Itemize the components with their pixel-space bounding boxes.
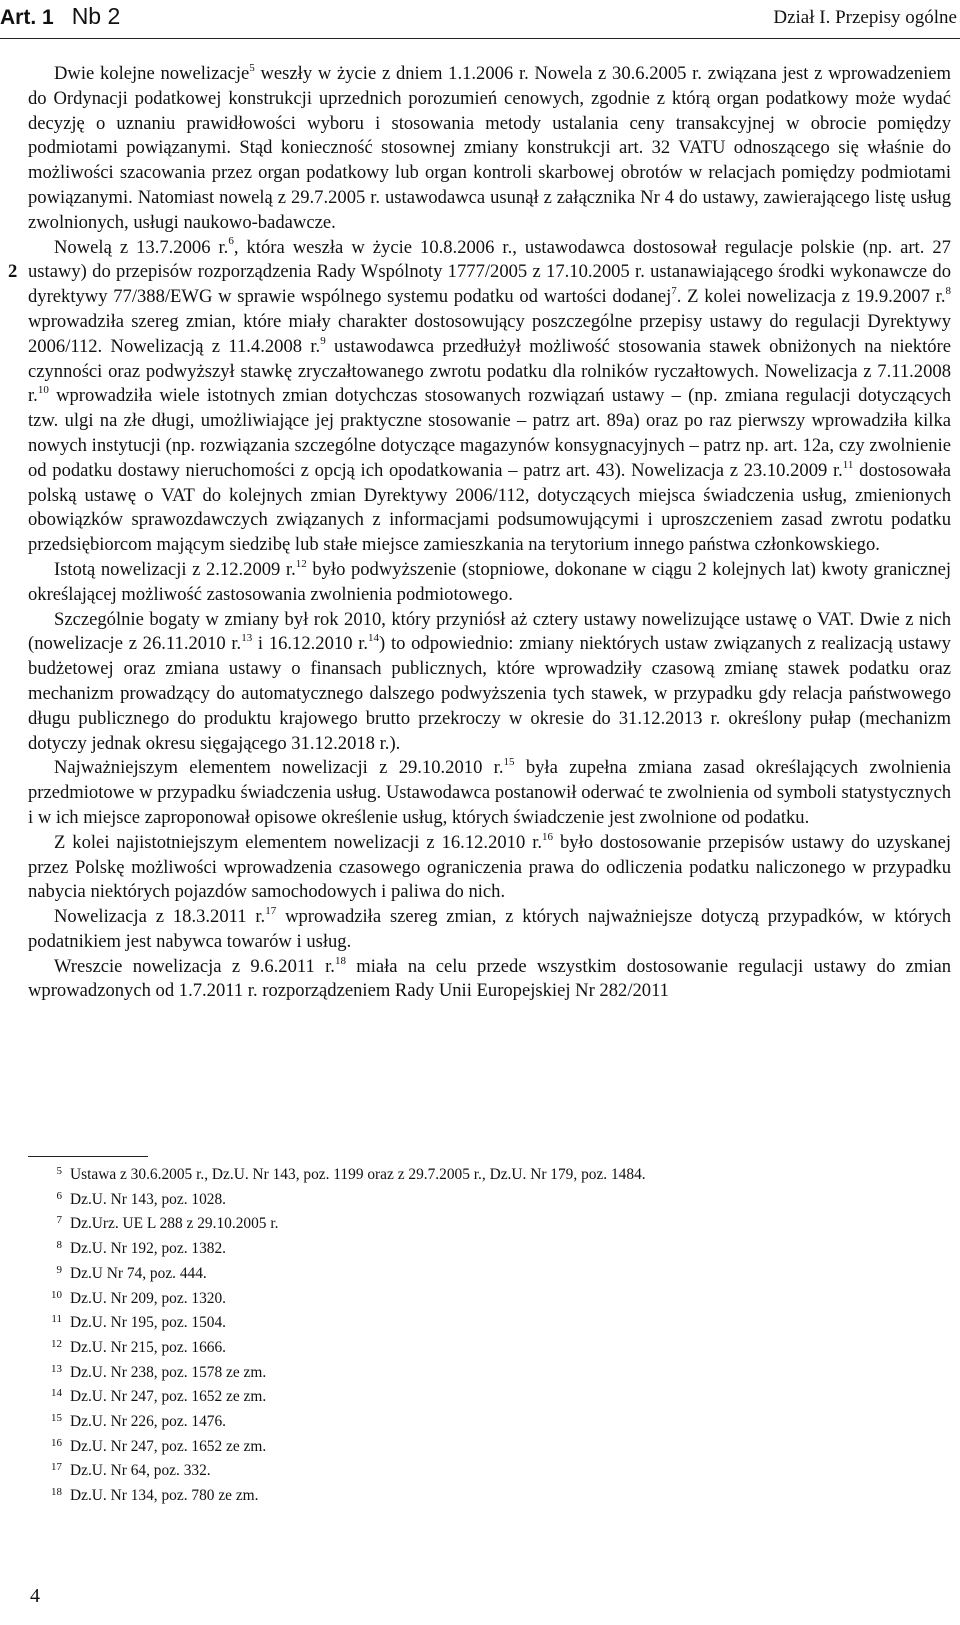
footnote-text: Dz.U. Nr 209, poz. 1320. — [70, 1289, 227, 1307]
footnote-text: Dz.U. Nr 215, poz. 1666. — [70, 1338, 227, 1356]
paragraph — [28, 236, 951, 558]
footnote-reference[interactable]: 8 — [945, 284, 951, 297]
footnote-number: 18 — [51, 1486, 62, 1499]
footnote-text: Dz.U. Nr 195, poz. 1504. — [70, 1314, 227, 1332]
paragraph-text: Szczególnie bogaty w zmiany był rok 2010, który przyniósł aż cztery ustawy nowelizujące ustawę o VAT. Dwie z nich (nowelizacje z 26.11.2010 r. — [28, 608, 951, 655]
paragraph-text: Dwie kolejne nowelizacje — [54, 63, 250, 84]
footnote — [30, 1287, 930, 1312]
paragraph-text: Nowelą z 13.7.2006 r. — [54, 236, 229, 258]
paragraph-text: i 16.12.2010 r. — [252, 633, 369, 655]
footnote-text: Dz.U. Nr 238, poz. 1578 ze zm. — [70, 1363, 267, 1381]
footnote-number: 11 — [51, 1313, 62, 1326]
footnote-reference[interactable]: 15 — [503, 756, 515, 769]
footnote-reference[interactable]: 14 — [368, 632, 380, 645]
footnote — [30, 1484, 930, 1509]
article-number: Art. 1 — [0, 6, 54, 29]
footnote-text: Ustawa z 30.6.2005 r., Dz.U. Nr 143, poz. 1199 oraz z 29.7.2005 r., Dz.U. Nr 179, poz. 1484. — [70, 1166, 646, 1183]
footnote-text: Dz.U. Nr 192, poz. 1382. — [70, 1240, 227, 1258]
footnote-reference[interactable]: 17 — [265, 904, 277, 917]
paragraph-text: Najważniejszym elementem nowelizacji z 29.10.2010 r. — [54, 757, 504, 779]
paragraph — [28, 905, 951, 955]
footnote-number: 9 — [56, 1263, 62, 1276]
footnote-text: Dz.U. Nr 247, poz. 1652 ze zm. — [70, 1388, 267, 1406]
footnote-reference[interactable]: 9 — [320, 334, 326, 347]
footnote-reference[interactable]: 5 — [249, 61, 255, 74]
footnote-number: 7 — [56, 1214, 62, 1227]
paragraph — [28, 831, 951, 905]
footnote — [30, 1163, 930, 1188]
footnote-number: 13 — [51, 1362, 62, 1375]
footnote — [30, 1237, 930, 1262]
paragraph-text: było dostosowanie przepisów ustawy do uzyskanej przez Polskę możliwości wprowadzenia czasowego ograniczenia prawa do odliczenia podatku naliczonego w przypadku nabycia niektórych pojazdów samochodowych i paliwa do nich. — [28, 831, 951, 903]
footnote-text: Dz.U. Nr 247, poz. 1652 ze zm. — [70, 1437, 267, 1455]
footnote-number: 8 — [56, 1239, 62, 1252]
footnote — [30, 1262, 930, 1287]
paragraph-text: ustawodawca przedłużył możliwość stosowania stawek obniżonych na niektóre czynności oraz podwyższył stawkę zryczałtowanego zwrotu podatku dla rolników ryczałtowych. Nowelizacja z 7.11.2008 r. — [28, 335, 951, 407]
footnote — [30, 1336, 930, 1361]
paragraph-text: Z kolei najistotniejszym elementem nowelizacji z 16.12.2010 r. — [54, 831, 543, 853]
header-left — [0, 3, 120, 30]
footnote-reference[interactable]: 18 — [334, 954, 346, 967]
footnote-reference[interactable]: 13 — [241, 632, 253, 645]
footnote-text: Dz.U. Nr 143, poz. 1028. — [70, 1190, 227, 1208]
footnotes — [30, 1163, 930, 1509]
paragraph — [28, 62, 951, 236]
footnote — [30, 1410, 930, 1435]
footnote-reference[interactable]: 12 — [295, 557, 307, 570]
paragraph-text: dostosowała polską ustawę o VAT do kolejnych zmian Dyrektywy 2006/112, dotyczących miejsca świadczenia usług, zmienionych obowiązków sprawozdawczych związanych z informacjami podsumowującymi i uproszczeniem zasad zwrotu podatku przedsiębiorcom mającym siedzibę lub stałe miejsce zamieszkania na terytorium innego państwa członkowskiego. — [28, 459, 951, 556]
page-number: 4 — [30, 1585, 40, 1607]
footnote-reference[interactable]: 11 — [842, 458, 854, 471]
paragraph — [28, 608, 951, 757]
footnote — [30, 1435, 930, 1460]
paragraph-text: wprowadziła szereg zmian, z których najważniejsze dotyczą przypadków, w których podatnikiem jest nabywca towarów i usług. — [28, 906, 951, 952]
body-text — [28, 62, 951, 1004]
footnote-number: 12 — [51, 1337, 62, 1350]
footnote — [30, 1385, 930, 1410]
paragraph — [28, 558, 951, 608]
footnote-number: 14 — [51, 1387, 62, 1400]
footnote-number: 10 — [51, 1288, 62, 1301]
footnote — [30, 1212, 930, 1237]
footnote-number: 17 — [51, 1461, 62, 1474]
footnote-reference[interactable]: 16 — [542, 830, 554, 843]
footnote-number: 6 — [56, 1189, 62, 1202]
paragraph-text: wprowadziła wiele istotnych zmian dotychczas stosowanych rozwiązań ustawy – (np. zmiana regulacji dotyczących tzw. ulgi na złe długi, umożliwiające jej praktyczne stosowanie – patrz art. 89a) oraz po raz pierwszy wprowadziła kilka nowych instytucji (np. rozwiązania szczególne dotyczące magazynów konsygnacyjnych – patrz np. art. 12a, czy zwolnienie od podatku dostawy nieruchomości z opcją ich opodatkowania – patrz art. 43). Nowelizacja z 23.10.2009 r. — [28, 385, 951, 481]
margin-number: 2 — [8, 261, 18, 282]
footnote-reference[interactable]: 6 — [228, 235, 234, 248]
paragraph-text: Nowelizacja z 18.3.2011 r. — [54, 906, 266, 928]
paragraph-text: było podwyższenie (stopniowe, dokonane w ciągu 2 kolejnych lat) kwoty granicznej określającej możliwość zastosowania zwolnienia podmiotowego. — [28, 558, 952, 605]
running-header — [0, 3, 960, 37]
footnote-reference[interactable]: 7 — [671, 284, 677, 297]
footnote-rule — [28, 1156, 148, 1157]
footnote-text: Dz.U. Nr 226, poz. 1476. — [70, 1413, 227, 1431]
paragraph-text: miała na celu przede wszystkim dostosowanie regulacji ustawy do zmian wprowadzonych od 1.7.2011 r. rozporządzeniem Rady Unii Europejskiej Nr 282/2011 — [28, 955, 951, 1002]
nb-marker: Nb 2 — [71, 3, 121, 29]
footnote — [30, 1311, 930, 1336]
paragraph — [28, 955, 951, 1005]
paragraph-text: Istotą nowelizacji z 2.12.2009 r. — [54, 558, 296, 580]
footnote — [30, 1361, 930, 1386]
footnote-number: 5 — [56, 1165, 62, 1177]
footnote — [30, 1459, 930, 1484]
paragraph-text: weszły w życie z dniem 1.1.2006 r. Nowela z 30.6.2005 r. związana jest z wprowadzeniem do Ordynacji podatkowej konstrukcji uprzednich porozumień cenowych, zgodnie z którą organ podatkowy może wydać decyzję o uznaniu prawidłowości wyboru i stosowania metody ustalania ceny transakcyjnej w obrocie pomiędzy podmiotami powiązanymi. Stąd konieczność stosownej zmiany konstrukcji art. 32 VATU odnoszącego się właśnie do możliwości szacowania przez organ podatkowy lub organ kontroli skarbowej obrotów w relacjach pomiędzy podmiotami powiązanymi. Natomiast nowelą z 29.7.2005 r. ustawodawca usunął z załącznika Nr 4 do ustawy, zawierającego listę usług zwolnionych, usługi naukowo-badawcze. — [28, 63, 951, 233]
paragraph-text: wprowadziła szereg zmian, które miały charakter dostosowujący poszczególne przepisy ustawy do regulacji Dyrektywy 2006/112. Nowelizacją z 11.4.2008 r. — [28, 310, 951, 357]
footnote — [30, 1188, 930, 1213]
paragraph-text: Wreszcie nowelizacja z 9.6.2011 r. — [54, 955, 335, 977]
footnote-text: Dz.Urz. UE L 288 z 29.10.2005 r. — [70, 1215, 279, 1233]
header-rule — [0, 38, 960, 39]
footnote-text: Dz.U. Nr 134, poz. 780 ze zm. — [70, 1487, 259, 1505]
paragraph-text: , która weszła w życie 10.8.2006 r., ustawodawca dostosował regulacje polskie (np. art. 27 ustawy) do przepisów rozporządzenia Rady Wspólnoty 1777/2005 z 17.10.2005 r. ustanawiającego środki wykonawcze do dyrektywy 77/388/EWG w sprawie wspólnego systemu podatku od wartości dodanej — [28, 236, 951, 308]
section-title: Dział I. Przepisy ogólne — [773, 7, 957, 28]
footnote-text: Dz.U. Nr 64, poz. 332. — [70, 1462, 211, 1480]
footnote-number: 16 — [51, 1436, 62, 1449]
paragraph-text: . Z kolei nowelizacja z 19.9.2007 r. — [676, 286, 946, 308]
footnote-text: Dz.U Nr 74, poz. 444. — [70, 1264, 207, 1282]
paragraph-text: ) to odpowiednio: zmiany niektórych ustaw związanych z realizacją ustawy budżetowej oraz zmiana ustawy o finansach publicznych, które wprowadziły czasową zmianę stawek podatku oraz mechanizm prowadzący do automatycznego dalszego podwyższenia tych stawek, w przypadku gdy relacja państwowego długu publicznego do produktu krajowego brutto przekroczy w okresie do 31.12.2013 r. określony pułap (mechanizm dotyczy jednak okresu sięgającego 31.12.2018 r.). — [28, 633, 951, 754]
paragraph-text: była zupełna zmiana zasad określających zwolnienia przedmiotowe w przypadku świadczenia usług. Ustawodawca postanowił oderwać te zwolnienia od symboli statystycznych i w ich miejsce zaproponował opisowe określenie usług, których świadczenie jest zwolnione od podatku. — [28, 757, 951, 828]
footnote-reference[interactable]: 10 — [37, 384, 49, 397]
paragraph — [28, 756, 951, 830]
footnote-number: 15 — [51, 1412, 62, 1425]
